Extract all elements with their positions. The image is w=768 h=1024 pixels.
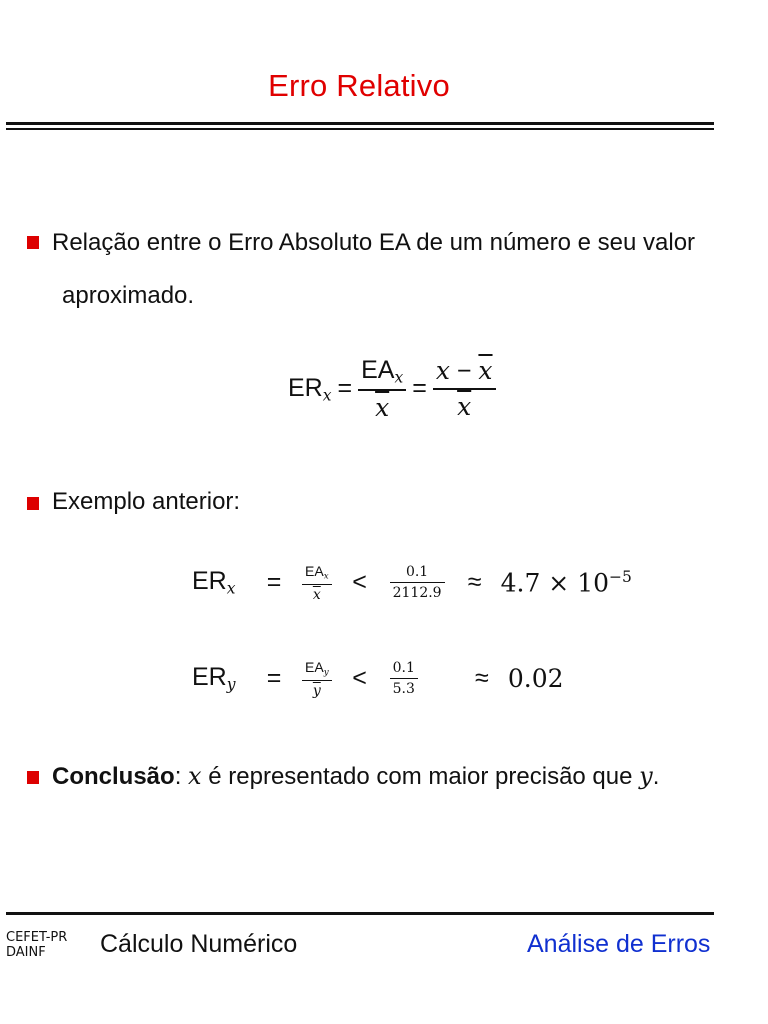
header-rule <box>6 122 714 125</box>
footer-topic: Análise de Erros <box>527 930 711 958</box>
bullet-example-label: Exemplo anterior: <box>52 488 241 515</box>
bullet-marker <box>27 236 39 249</box>
header-rule-secondary <box>6 128 714 130</box>
footer-rule <box>6 912 714 915</box>
slide-title: Erro Relativo <box>268 68 450 103</box>
formula-fraction-diff: $\frac{x - \overline{x}}{x}$ <box>433 356 496 421</box>
bullet-definition-line1: Relação entre o Erro Absoluto EA de um número e seu valor <box>52 229 696 256</box>
footer-institution: CEFET-PR DAINF <box>6 930 68 960</box>
relative-error-formula <box>288 356 496 422</box>
bullet-marker <box>27 497 39 510</box>
bullet-conclusion: Conclusão: x é representado com maior precisão que y. <box>52 762 660 790</box>
example-row-y: $ER_y$ = $\frac{EA_y}{y}$ < $\frac{0.1}{5.3}$ ≈ 0.02 <box>192 659 564 699</box>
formula-fraction-ea: $\frac{EA_x}{x}$ <box>358 356 406 422</box>
formula-equals-2: = <box>412 374 427 403</box>
footer-course: Cálculo Numérico <box>100 930 298 958</box>
bullet-definition-line2: aproximado. <box>62 282 195 309</box>
example-row-x: $ER_x$ = $\frac{EA_x}{x}$ < $\frac{0.1}{2112.9}$ ≈ $4.7 \times 10^{-5}$ <box>192 563 632 603</box>
formula-lhs: $ER_x$ <box>288 373 332 405</box>
bullet-marker <box>27 771 39 784</box>
formula-equals: = <box>337 374 353 403</box>
